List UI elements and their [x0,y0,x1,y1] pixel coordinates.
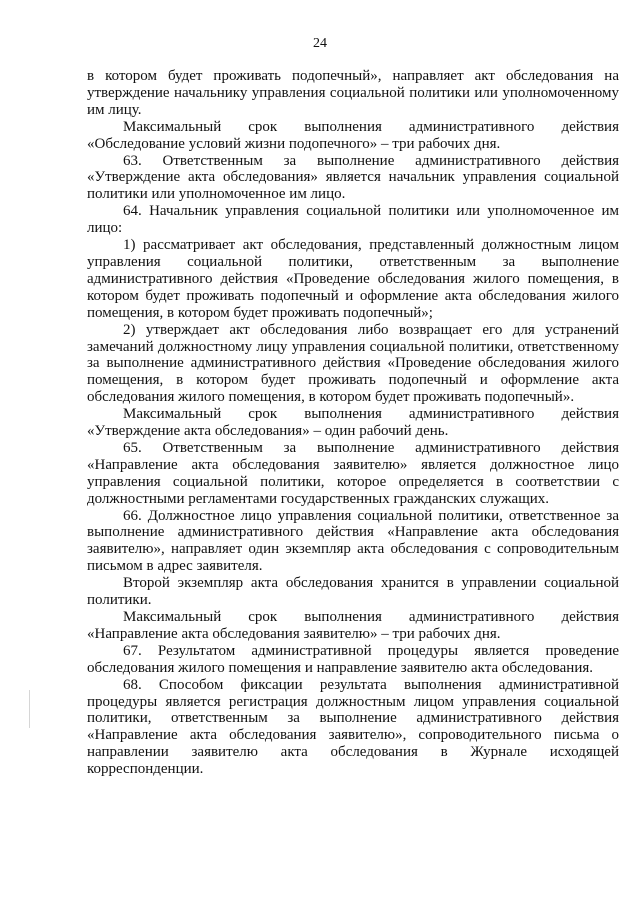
paragraph-continuation: в котором будет проживать подопечный», направляет акт обследования на утверждение начальнику управления социальной политики или уполномоченному им лицу. [87,68,619,118]
paragraph-66: 66. Должностное лицо управления социальной политики, ответственное за выполнение административного действия «Направление акта обследования заявителю», направляет один экземпляр акта обследования с сопроводительным письмом в адрес заявителя. [87,507,619,575]
paragraph-63: 63. Ответственным за выполнение административного действия «Утверждение акта обследования» является начальник управления социальной политики или уполномоченное им лицо. [87,152,619,203]
document-body [87,68,619,778]
paragraph-deadline-approval: Максимальный срок выполнения административного действия «Утверждение акта обследования» – один рабочий день. [87,406,619,440]
paragraph-64: 64. Начальник управления социальной политики или уполномоченное им лицо: [87,203,619,237]
paragraph-second-copy: Второй экземпляр акта обследования хранится в управлении социальной политики. [87,575,619,609]
paragraph-67: 67. Результатом административной процедуры является проведение обследования жилого помещения и направление заявителю акта обследования. [87,642,619,676]
margin-scan-mark [29,690,30,728]
paragraph-65: 65. Ответственным за выполнение административного действия «Направление акта обследования заявителю» является должностное лицо управления социальной политики, которое определяется в соответствии с должностными регламентами государственных гражданских служащих. [87,439,619,507]
paragraph-64-item-1: 1) рассматривает акт обследования, представленный должностным лицом управления социальной политики, ответственным за выполнение административного действия «Проведение обследования жилого помещения, в котором будет проживать подопечный и оформление акта обследования жилого помещения, в котором будет проживать подопечный»; [87,237,619,321]
paragraph-deadline-sending: Максимальный срок выполнения административного действия «Направление акта обследования заявителю» – три рабочих дня. [87,609,619,642]
paragraph-68: 68. Способом фиксации результата выполнения административной процедуры является регистрация должностным лицом управления социальной политики, ответственным за выполнение административного действия «Направление акта обследования заявителю», сопроводительного письма о направлении заявителю акта обследования в Журнале исходящей корреспонденции. [87,676,619,778]
paragraph-64-item-2: 2) утверждает акт обследования либо возвращает его для устранений замечаний должностному лицу управления социальной политики, ответственному за выполнение административного действия «Проведение обследования жилого помещения, в котором будет проживать подопечный и оформление акта обследования жилого помещения, в котором будет проживать подопечный». [87,321,619,406]
page-number: 24 [313,36,327,51]
paragraph-deadline-inspection: Максимальный срок выполнения административного действия «Обследование условий жизни подопечного» – три рабочих дня. [87,118,619,152]
